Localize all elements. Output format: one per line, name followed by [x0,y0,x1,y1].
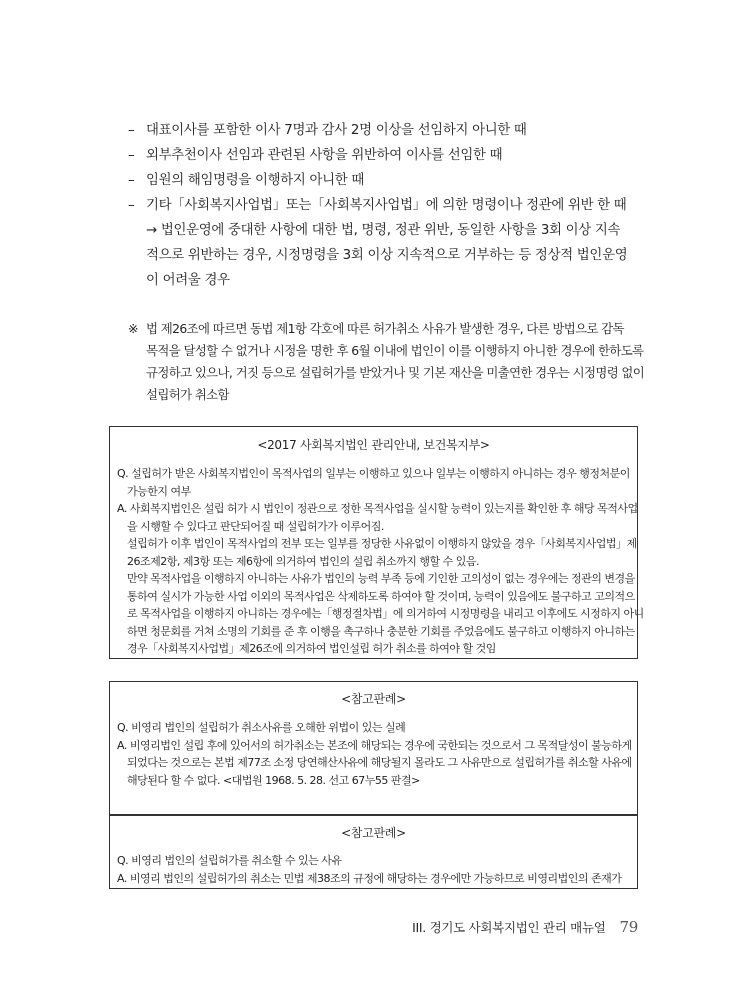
bullet-item [128,168,648,193]
qa-line: Q. 비영리 법인의 설립허가를 취소할 수 있는 사유 [117,854,342,867]
precedent-box [109,815,638,889]
bullet-list [128,118,648,293]
precedent-box [109,681,638,815]
qa-line: 해당된다 할 수 없다. <대법원 1968. 5. 28. 선고 67누55 판결> [127,773,420,787]
qa-content [117,852,631,887]
qa-line: 만약 목적사업을 이행하지 아니하는 사유가 법인의 능력 부족 등에 기인한 고의성이 없는 경우에는 정관의 변경을 [127,572,635,585]
box-title: <참고판례> [341,826,406,840]
reference-note [128,318,648,406]
qa-line: 설립허가 이후 법인이 목적사업의 전부 또는 일부를 정당한 사유없이 이행하지 않았을 경우「사회복지사업법」제 [127,537,637,550]
box-title: <2017 사회복지법인 관리안내, 보건복지부> [257,438,490,452]
bullet-text: 대표이사를 포함한 이사 7명과 감사 2명 이상을 선임하지 아니한 때 [146,123,527,138]
qa-content [117,465,644,658]
qa-line: 로 목적사업을 이행하지 아니하는 경우에는「행정절차법」에 의거하여 시정명령을 내리고 이후에도 시정하지 아니 [127,607,644,620]
qa-line: Q. 비영리 법인의 설립허가 취소사유를 오해한 위법이 있는 실례 [117,721,406,734]
qa-line: A. 비영리법인 설립 후에 있어서의 허가취소는 본조에 해당되는 경우에 국한되는 것으로서 그 목적달성이 불능하게 [117,738,632,752]
qa-line: 하면 청문회를 거쳐 소명의 기회를 준 후 이행을 촉구하나 충분한 기회를 주었음에도 불구하고 이행하지 아니하는 [127,624,635,638]
page-footer [412,918,638,936]
box-title: <참고판례> [341,692,406,706]
arrow-line: 이 어려울 경우 [146,273,230,288]
note-text: 목적을 달성할 수 없거나 시정을 명한 후 6월 이내에 법인이 이를 이행하지 아니한 경우에 한하도록 [146,343,644,358]
qa-line: 26조제2항, 제3항 또는 제6항에 의거하여 법인의 설립 취소까지 행할 수 있음. [127,554,479,568]
qa-content [117,719,631,789]
bullet-text: 기타「사회복지사업법」또는「사회복지사업법」에 의한 명령이나 정관에 위반 한 때 [146,198,627,213]
footer-section: III. 경기도 사회복지법인 관리 매뉴얼 [412,920,606,935]
note-text: 법 제26조에 따르면 동법 제1항 각호에 따른 허가취소 사유가 발생한 경우, 다른 방법으로 감독 [146,321,624,336]
note-text: 설립허가 취소함 [146,387,229,402]
bullet-dash: – [128,173,135,188]
arrow-line: → 법인운영에 중대한 사항에 대한 법, 명령, 정관 위반, 동일한 사항을 3회 이상 지속 [146,223,621,238]
bullet-item [128,143,648,168]
bullet-item [128,118,648,143]
guide-qa-box [109,426,644,659]
bullet-text: 외부추천이사 선임과 관련된 사항을 위반하여 이사를 선임한 때 [146,148,503,163]
bullet-text: 임원의 해임명령을 이행하지 아니한 때 [146,173,364,188]
qa-line: 가능한지 여부 [127,484,191,498]
arrow-line: 적으로 위반하는 경우, 시정명령을 3회 이상 지속적으로 거부하는 등 정상적 법인운영 [146,248,628,263]
bullet-dash: – [128,148,135,163]
note-text: 규정하고 있으나, 거짓 등으로 설립허가를 받았거나 및 기본 재산을 미출연한 경우는 시정명령 없이 [146,365,645,380]
note-mark: ※ [128,321,138,336]
bullet-dash: – [128,123,135,138]
qa-line: 되었다는 것으로는 본법 제77조 소정 당연해산사유에 해당될지 몰라도 그 사유만으로 설립허가를 취소할 사유에 [127,756,632,769]
bullet-dash: – [128,198,135,213]
page-number: 79 [619,918,638,936]
qa-line: Q. 설립허가 받은 사회복지법인이 목적사업의 일부는 이행하고 있으나 일부는 이행하지 아니하는 경우 행정처분이 [117,467,630,480]
note-first-line [128,318,648,340]
qa-line: 을 시행할 수 있다고 판단되어질 때 설립허가가 이루어짐. [127,519,384,533]
arrow-consequence [128,218,648,293]
qa-line: 경우「사회복지사업법」제26조에 의거하여 법인설립 허가 취소를 하여야 할 것임 [127,642,496,655]
qa-line: A. 사회복지법인은 설립 허가 시 법인이 정관으로 정한 목적사업을 실시할 능력이 있는지를 확인한 후 해당 목적사업 [117,502,638,515]
qa-line: 통하여 실시가 가능한 사업 이외의 목적사업은 삭제하도록 하여야 할 것이며, 능력이 있음에도 불구하고 고의적으 [127,589,635,603]
bullet-item [128,193,648,218]
qa-line: A. 비영리 법인의 설립허가의 취소는 민법 제38조의 규정에 해당하는 경우에만 가능하므로 비영리법인의 존재가 [117,871,622,885]
